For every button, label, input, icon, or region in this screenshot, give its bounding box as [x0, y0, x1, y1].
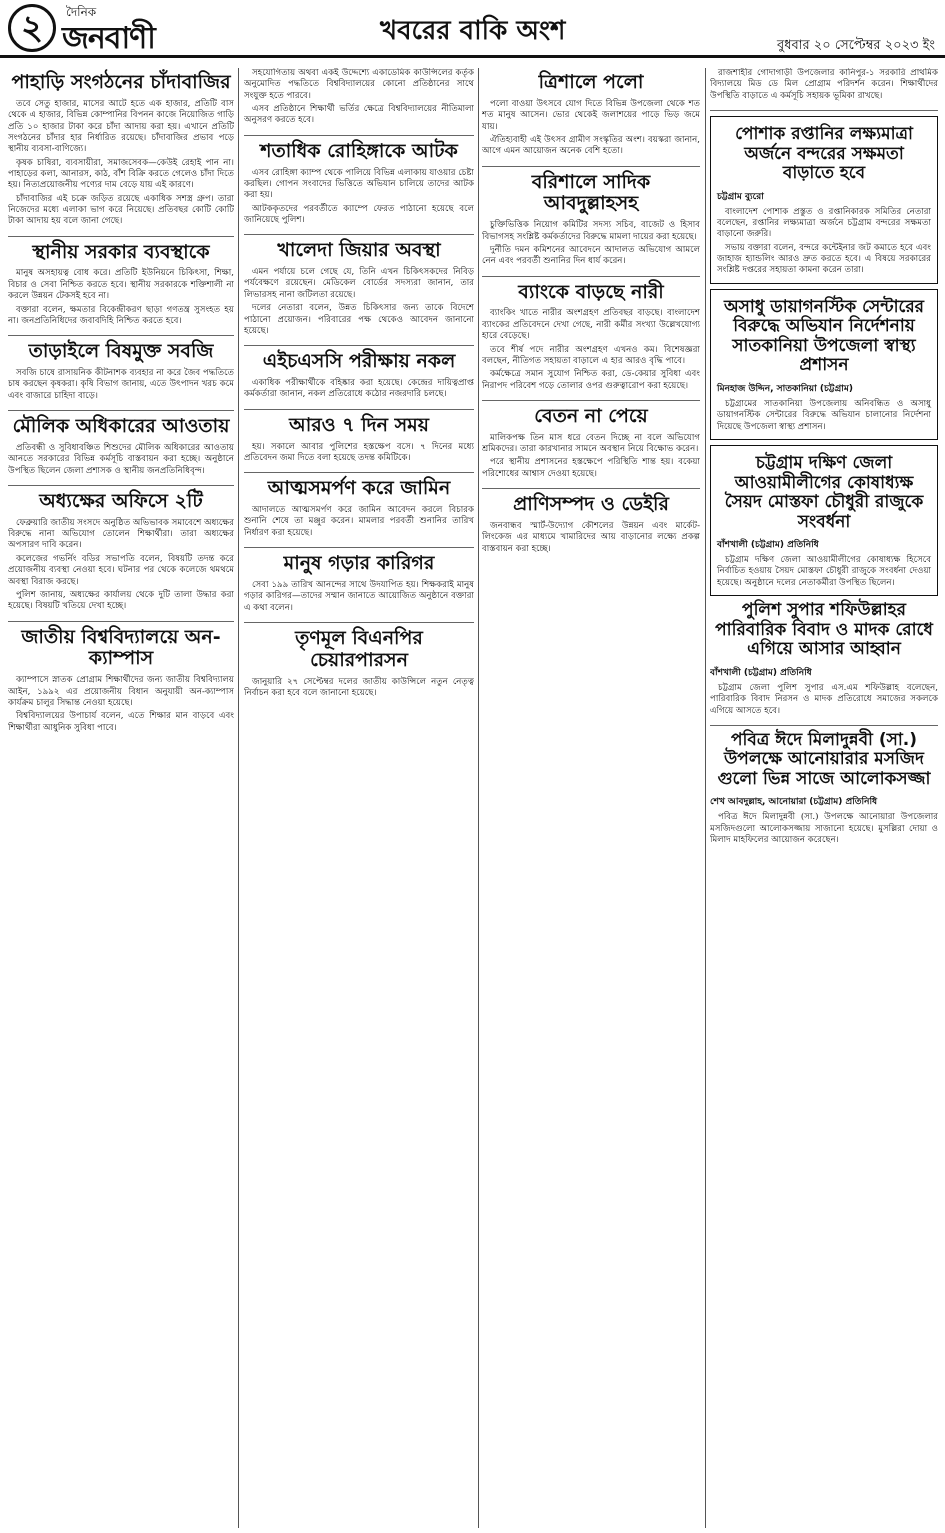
article-paragraph: সভায় বক্তারা বলেন, বন্দরে কন্টেইনার জট কমাতে হবে এবং জাহাজ হ্যান্ডলিং আরও দ্রুত করতে হবে। এ বিষয়ে সরকারের সংশ্লিষ্ট দপ্তরের সহায়তা কামনা করেন তারা।: [717, 242, 931, 276]
article-headline: পুলিশ সুপার শফিউল্লাহর পারিবারিক বিবাদ ও মাদক রোধে এগিয়ে আসার আহ্বান: [715, 600, 933, 660]
news-article: [8, 627, 234, 734]
story-divider: [8, 621, 234, 622]
story-divider: [482, 400, 700, 401]
article-paragraph: সহযোগিতায় অথবা একই উদ্দেশ্যে একাডেমিক কাউন্সিলের কর্তৃক অনুমোদিত পদ্ধতিতে বিশ্ববিদ্যালয়ের কোনো প্রতিষ্ঠানের সাথে সংযুক্ত হতে পারবে।: [244, 68, 474, 101]
news-article: [710, 445, 938, 596]
story-divider: [244, 472, 474, 473]
article-paragraph: তবে সেতু হাজার, মাসের আটে হতে এক হাজার, প্রতিটি বাস থেকে এ হাজার, বিভিন্ন কোম্পানির বিপনন কাজে নিয়োজিত গাড়ি প্রতি ১০ হাজার টাকা করে চাঁদা আদায় করা হয়। এখানে প্রতিটি সংগঠনের চাঁদার হার নির্ধারিত রয়েছে। চাঁদাবাজির প্রভাব পড়ে স্থানীয় ব্যবসা-বাণিজ্যে।: [8, 98, 234, 155]
article-paragraph: রাজশাহীর গোদাগাড়ী উপজেলার কানিপুর-১ সরকারি প্রাথমিক বিদ্যালয়ে মিড ডে মিল প্রোগ্রাম পরিদর্শন করেন। শিক্ষার্থীদের উপস্থিতি বাড়াতে এ কর্মসূচি সহায়ক ভূমিকা রাখছে।: [710, 68, 938, 101]
article-headline: শতাধিক রোহিঙ্গাকে আটক: [260, 139, 458, 162]
news-article: [482, 406, 700, 480]
article-body: [8, 268, 234, 327]
news-article: [710, 289, 938, 440]
article-paragraph: মালিকপক্ষ তিন মাস ধরে বেতন দিচ্ছে না বলে অভিযোগ শ্রমিকদের। তারা কারখানার সামনে অবস্থান নিয়ে বিক্ষোভ করেন।: [482, 432, 700, 455]
news-article: [482, 72, 700, 158]
article-paragraph: প্রতিবন্ধী ও সুবিধাবঞ্চিত শিশুদের মৌলিক অধিকারের আওতায় আনতে সরকারের বিভিন্ন কর্মসূচি বাস্তবায়ন করা হচ্ছে। অনুষ্ঠানে উপস্থিত ছিলেন জেলা প্রশাসক ও স্থানীয় জনপ্রতিনিধিবৃন্দ।: [8, 442, 234, 476]
article-headline: পবিত্র ঈদে মিলাদুন্নবী (সা.) উপলক্ষে আনোয়ারার মসজিদ গুলো ভিন্ন সাজে আলোকসজ্জা: [717, 729, 931, 789]
column-2: [244, 68, 474, 1528]
article-paragraph: কর্মক্ষেত্রে সমান সুযোগ নিশ্চিত করা, ডে-কেয়ার সুবিধা এবং নিরাপদ পরিবেশ গড়ে তোলার ওপর গুরুত্বারোপ করা হয়েছে।: [482, 369, 700, 391]
section-title: খবরের বাকি অংশ: [380, 16, 566, 46]
story-divider: [710, 110, 938, 111]
article-paragraph: ক্যাম্পাসে স্নাতক প্রোগ্রাম শিক্ষার্থীদের জন্য জাতীয় বিশ্ববিদ্যালয় আইন, ১৯৯২ এর প্রয়োজনীয় বিধান অনুযায়ী অন-ক্যাম্পাস কার্যক্রম চালুর সিদ্ধান্ত নেওয়া হয়েছে।: [8, 675, 234, 708]
article-body: [244, 378, 474, 401]
article-paragraph: ব্যাংকিং খাতে নারীর অংশগ্রহণ প্রতিবছর বাড়ছে। বাংলাদেশ ব্যাংকের প্রতিবেদনে দেখা গেছে, নারী কর্মীর সংখ্যা উল্লেখযোগ্য হারে বেড়েছে।: [482, 308, 700, 342]
article-paragraph: সবজি চাষে রাসায়নিক কীটনাশক ব্যবহার না করে জৈব পদ্ধতিতে চাষ করছেন কৃষকরা। কৃষি বিভাগ জানায়, এতে উৎপাদন খরচ কমে এবং বাজারে চাহিদা বাড়ে।: [8, 368, 234, 401]
masthead: [0, 0, 945, 58]
article-body: [244, 267, 474, 337]
news-article: [8, 242, 234, 328]
article-headline: মৌলিক অধিকারের আওতায়: [12, 415, 230, 438]
article-byline: বাঁশখালী (চট্টগ্রাম) প্রতিনিধি: [717, 540, 819, 551]
article-body: [710, 812, 938, 846]
article-headline: পোশাক রপ্তানির লক্ষ্যমাত্রা অর্জনে বন্দরের সক্ষমতা বাড়াতে হবে: [735, 124, 913, 184]
article-body: [8, 368, 234, 402]
news-article: [8, 341, 234, 402]
article-body: [244, 677, 474, 700]
article-byline: শেখ আবদুল্লাহ, আনোয়ারা (চট্টগ্রাম) প্রতিনিধি: [710, 797, 878, 808]
article-headline: বেতন না পেয়ে: [534, 404, 648, 427]
news-article: [244, 628, 474, 699]
article-headline: আরও ৭ দিন সময়: [289, 413, 429, 436]
article-headline: স্থানীয় সরকার ব্যবস্থাকে: [32, 240, 210, 263]
page-number: ২: [8, 4, 56, 52]
article-paragraph: এমন পর্যায়ে চলে গেছে যে, তিনি এখন চিকিৎসকদের নিবিড় পর্যবেক্ষণে রয়েছেন। মেডিকেল বোর্ডের সদস্যরা জানান, তার লিভারসহ নানা জটিলতা রয়েছে।: [244, 267, 474, 300]
article-body: [244, 168, 474, 227]
article-paragraph: চট্টগ্রাম দক্ষিণ জেলা আওয়ামীলীগের কোষাধ্যক্ষ হিসেবে নির্বাচিত হওয়ায় সৈয়দ মোস্তফা চৌধুরী রাজুকে সংবর্ধনা দেওয়া হয়েছে। অনুষ্ঠানে দলের নেতাকর্মীরা উপস্থিত ছিলেন।: [717, 555, 931, 588]
article-body: [244, 580, 474, 614]
article-paragraph: চাঁদাবাজির এই চক্রে জড়িত রয়েছে একাধিক সশস্ত্র গ্রুপ। তারা নিজেদের মধ্যে এলাকা ভাগ করে নিয়েছে। প্রতিবছর কোটি কোটি টাকা আদায় হয় বলে জানা গেছে।: [8, 193, 234, 227]
news-article: [244, 240, 474, 337]
news-article: [482, 494, 700, 555]
article-paragraph: চট্টগ্রামের সাতকানিয়া উপজেলায় অনিবন্ধিত ও অসাধু ডায়াগনস্টিক সেন্টারের বিরুদ্ধে অভিযান চালানোর নির্দেশনা দিয়েছে উপজেলা স্বাস্থ্য প্রশাসন।: [717, 398, 931, 432]
news-article: [244, 553, 474, 614]
article-body: [482, 433, 700, 480]
article-paragraph: বিশ্ববিদ্যালয়ের উপাচার্য বলেন, এতে শিক্ষার মান বাড়বে এবং শিক্ষার্থীরা আধুনিক সুবিধা পাবে।: [8, 711, 234, 733]
story-divider: [244, 409, 474, 410]
news-article: [710, 116, 938, 284]
article-body: [244, 68, 474, 127]
story-divider: [244, 622, 474, 623]
article-paragraph: পলো বাওয়া উৎসবে যোগ দিতে বিভিন্ন উপজেলা থেকে শত শত মানুষ আসেন। ভোর থেকেই জলাশয়ের পাড়ে ভিড় জমে যায়।: [482, 98, 700, 132]
story-divider: [244, 345, 474, 346]
article-paragraph: তবে শীর্ষ পদে নারীর অংশগ্রহণ এখনও কম। বিশেষজ্ঞরা বলছেন, নীতিগত সহায়তা বাড়ালে এ হার আরও বৃদ্ধি পাবে।: [482, 344, 700, 366]
story-divider: [8, 335, 234, 336]
story-divider: [8, 410, 234, 411]
article-headline: চট্টগ্রাম দক্ষিণ জেলা আওয়ামীলীগের কোষাধ্যক্ষ সৈয়দ মোস্তফা চৌধুরী রাজুকে সংবর্ধনা: [724, 452, 924, 532]
article-body: [717, 555, 931, 589]
news-article: [8, 416, 234, 477]
article-headline: অসাধু ডায়াগনস্টিক সেন্টারের বিরুদ্ধে অভিযান নির্দেশনায় সাতকানিয়া উপজেলা স্বাস্থ্য প্রশাসন: [723, 296, 925, 376]
article-paragraph: এসব প্রতিষ্ঠানে শিক্ষার্থী ভর্তির ক্ষেত্রে বিশ্ববিদ্যালয়ের নীতিমালা অনুসরণ করতে হবে।: [244, 104, 474, 126]
article-paragraph: আদালতে আত্মসমর্পণ করে জামিন আবেদন করলে বিচারক শুনানি শেষে তা মঞ্জুর করেন। মামলার পরবর্তী শুনানির তারিখ নির্ধারণ করা হয়েছে।: [244, 505, 474, 538]
article-paragraph: পুলিশ জানায়, অধ্যক্ষের কার্যালয় থেকে দুটি তালা উদ্ধার করা হয়েছে। বিষয়টি খতিয়ে দেখা হচ্ছে।: [8, 589, 234, 612]
news-article: [710, 601, 938, 717]
article-headline: পাহাড়ি সংগঠনের চাঁদাবাজির: [11, 71, 231, 93]
article-byline: চট্টগ্রাম ব্যুরো: [717, 191, 764, 202]
article-paragraph: ফেব্রুয়ারি জাতীয় সংসদে অনুষ্ঠিত অভিভাবক সমাবেশে অধ্যক্ষের বিরুদ্ধে নানা অভিযোগ তোলেন শিক্ষার্থীরা। তারা অধ্যক্ষের অপসারণ দাবি করেন।: [8, 517, 234, 551]
article-paragraph: জানুয়ারি ২৭ সেপ্টেম্বর দলের জাতীয় কাউন্সিলে নতুন নেতৃত্ব নির্বাচন করা হবে বলে জানানো হয়েছে।: [244, 676, 474, 699]
article-paragraph: পবিত্র ঈদে মিলাদুন্নবী (সা.) উপলক্ষে আনোয়ারা উপজেলার মসজিদগুলো আলোকসজ্জায় সাজানো হয়েছে। মুসল্লিরা দোয়া ও মিলাদ মাহফিলের আয়োজন করেছেন।: [710, 812, 938, 846]
article-headline: ব্যাংকে বাড়ছে নারী: [518, 280, 664, 303]
article-body: [717, 399, 931, 433]
article-paragraph: চুক্তিভিত্তিক নিয়োগ কমিটির সদস্য সচিব, বাজেট ও হিসাব বিভাগসহ সংশ্লিষ্ট কর্মকর্তাদের বিরুদ্ধে মামলা দায়ের করা হয়েছে।: [482, 220, 700, 242]
article-paragraph: বক্তারা বলেন, ক্ষমতার বিকেন্দ্রীকরণ ছাড়া গণতন্ত্র সুসংহত হয় না। জনপ্রতিনিধিদের জবাবদিহি নিশ্চিত করতে হবে।: [8, 304, 234, 326]
article-paragraph: মানুষ অসহায়ত্ব বোধ করে। প্রতিটি ইউনিয়নে চিকিৎসা, শিক্ষা, বিচার ও সেবা নিশ্চিত করতে হবে। স্থানীয় সরকারকে শক্তিশালী না করলে উন্নয়ন টেকসই হবে না।: [8, 268, 234, 302]
news-article: [244, 68, 474, 127]
article-paragraph: পরে স্থানীয় প্রশাসনের হস্তক্ষেপে পরিস্থিতি শান্ত হয়। বকেয়া পরিশোধের আশ্বাস দেওয়া হয়েছে।: [482, 457, 700, 479]
article-headline: ত্রিশালে পলো: [538, 71, 644, 93]
column-4: [710, 68, 938, 1528]
article-paragraph: সেবা ১৯৯ তারিখ আনন্দের সাথে উদযাপিত হয়। শিক্ষকরাই মানুষ গড়ার কারিগর—তাদের সম্মান জানাতে আয়োজিত অনুষ্ঠানে বক্তারা এ কথা বলেন।: [244, 579, 474, 613]
article-headline: প্রাণিসম্পদ ও ডেইরি: [513, 493, 669, 516]
article-body: [482, 308, 700, 391]
article-headline: জাতীয় বিশ্ববিদ্যালয়ে অন-ক্যাম্পাস: [21, 625, 221, 670]
article-body: [710, 683, 938, 717]
article-paragraph: দুর্নীতি দমন কমিশনের আবেদনে আদালত অভিযোগ আমলে নেন এবং পরবর্তী শুনানির দিন ধার্য করেন।: [482, 244, 700, 267]
article-body: [8, 518, 234, 613]
news-article: [710, 68, 938, 102]
news-article: [244, 351, 474, 401]
article-body: [244, 505, 474, 539]
story-divider: [482, 166, 700, 167]
article-body: [710, 68, 938, 102]
news-article: [244, 478, 474, 539]
news-article: [244, 141, 474, 227]
article-paragraph: এসব রোহিঙ্গা ক্যাম্প থেকে পালিয়ে বিভিন্ন এলাকায় যাওয়ার চেষ্টা করছিল। গোপন সংবাদের ভিত্তিতে অভিযান চালিয়ে তাদের আটক করা হয়।: [244, 167, 474, 201]
column-3: [482, 68, 700, 1528]
article-headline: আত্মসমর্পণ করে জামিন: [267, 477, 451, 500]
story-divider: [244, 234, 474, 235]
article-body: [8, 99, 234, 228]
article-paragraph: চট্টগ্রাম জেলা পুলিশ সুপার এস.এম শফিউল্লাহ বলেছেন, পারিবারিক বিবাদ নিরসন ও মাদক প্রতিরোধে সমাজের সকলকে এগিয়ে আসতে হবে।: [710, 682, 938, 716]
article-byline: মিনহাজ উদ্দিন, সাতকানিয়া (চট্টগ্রাম): [717, 383, 853, 394]
article-paragraph: হয়। সকালে আবার পুলিশের হস্তক্ষেপ বসে। ৭ দিনের মধ্যে প্রতিবেদন জমা দিতে বলা হয়েছে তদন্ত কমিটিকে।: [244, 441, 474, 463]
column-rule: [705, 68, 706, 1528]
story-divider: [244, 135, 474, 136]
article-body: [244, 442, 474, 465]
news-article: [8, 72, 234, 228]
article-paragraph: দলের নেতারা বলেন, উন্নত চিকিৎসার জন্য তাকে বিদেশে পাঠানো প্রয়োজন। পরিবারের পক্ষ থেকেও আবেদন জানানো হয়েছে।: [244, 303, 474, 336]
article-body: [8, 675, 234, 734]
article-body: [482, 521, 700, 555]
article-paragraph: কলেজের গভর্নিং বডির সভাপতি বলেন, বিষয়টি তদন্ত করে প্রয়োজনীয় ব্যবস্থা নেওয়া হবে। ঘটনার পর থেকে কলেজে থমথমে অবস্থা বিরাজ করছে।: [8, 553, 234, 587]
column-rule: [238, 68, 239, 1528]
article-headline: খালেদা জিয়ার অবস্থা: [277, 239, 441, 262]
column-1: [8, 68, 234, 1528]
news-article: [482, 172, 700, 268]
date-line: বুধবার ২০ সেপ্টেম্বর ২০২৩ ইং: [776, 38, 935, 53]
story-divider: [482, 488, 700, 489]
news-article: [8, 491, 234, 613]
article-body: [482, 99, 700, 158]
logo-main-text: জনবাণী: [62, 21, 155, 56]
logo-small-text: দৈনিক: [66, 5, 97, 19]
news-article: [244, 415, 474, 465]
story-divider: [482, 276, 700, 277]
article-headline: তাড়াইলে বিষমুক্ত সবজি: [28, 340, 214, 363]
article-paragraph: জনবান্ধব স্মার্ট-উদ্যোগ কৌশলের উন্নয়ন এবং মার্কেট-লিংকেজ এর মাধ্যমে খামারিদের আয় বাড়ানোর লক্ষ্যে প্রকল্প বাস্তবায়ন করা হচ্ছে।: [482, 520, 700, 554]
article-headline: তৃণমূল বিএনপির চেয়ারপারসন: [295, 627, 423, 671]
article-headline: বরিশালে সাদিক আবদুল্লাহসহ: [531, 170, 651, 215]
article-body: [717, 207, 931, 277]
story-divider: [8, 485, 234, 486]
story-divider: [710, 725, 938, 726]
story-divider: [8, 236, 234, 237]
article-headline: অধ্যক্ষের অফিসে ২টি: [39, 489, 203, 512]
column-rule: [478, 68, 479, 1528]
article-paragraph: ঐতিহ্যবাহী এই উৎসব গ্রামীণ সংস্কৃতির অংশ। বয়স্করা জানান, আগে এমন আয়োজন অনেক বেশি হতো।: [482, 134, 700, 157]
article-byline: বাঁশখালী (চট্টগ্রাম) প্রতিনিধি: [710, 667, 812, 678]
article-paragraph: আটককৃতদের পরবর্তীতে ক্যাম্পে ফেরত পাঠানো হয়েছে বলে জানিয়েছে পুলিশ।: [244, 203, 474, 225]
story-divider: [244, 547, 474, 548]
article-body: [8, 443, 234, 477]
article-paragraph: একাধিক পরীক্ষার্থীকে বহিষ্কার করা হয়েছে। কেন্দ্রের দায়িত্বপ্রাপ্ত কর্মকর্তারা জানান, নকল প্রতিরোধে কঠোর নজরদারি চলছে।: [244, 378, 474, 400]
news-article: [482, 282, 700, 392]
article-body: [482, 220, 700, 267]
article-headline: এইচএসসি পরীক্ষায় নকল: [262, 350, 456, 373]
news-article: [710, 731, 938, 847]
article-paragraph: কৃষক চাষিরা, ব্যবসায়ীরা, সমাজসেবক—কেউই রেহাই পান না। পাহাড়ের কলা, আনারস, কাঠ, বাঁশ বিক্রি করতে গেলেও চাঁদা দিতে হয়। নিত্যপ্রয়োজনীয় পণ্যের দাম বেড়ে যায় এই কারণে।: [8, 157, 234, 191]
article-headline: মানুষ গড়ার কারিগর: [283, 552, 435, 575]
article-paragraph: বাংলাদেশ পোশাক প্রস্তুত ও রপ্তানিকারক সমিতির নেতারা বলেছেন, রপ্তানির লক্ষ্যমাত্রা অর্জনে চট্টগ্রাম বন্দরের সক্ষমতা বাড়ানো জরুরি।: [717, 206, 931, 240]
